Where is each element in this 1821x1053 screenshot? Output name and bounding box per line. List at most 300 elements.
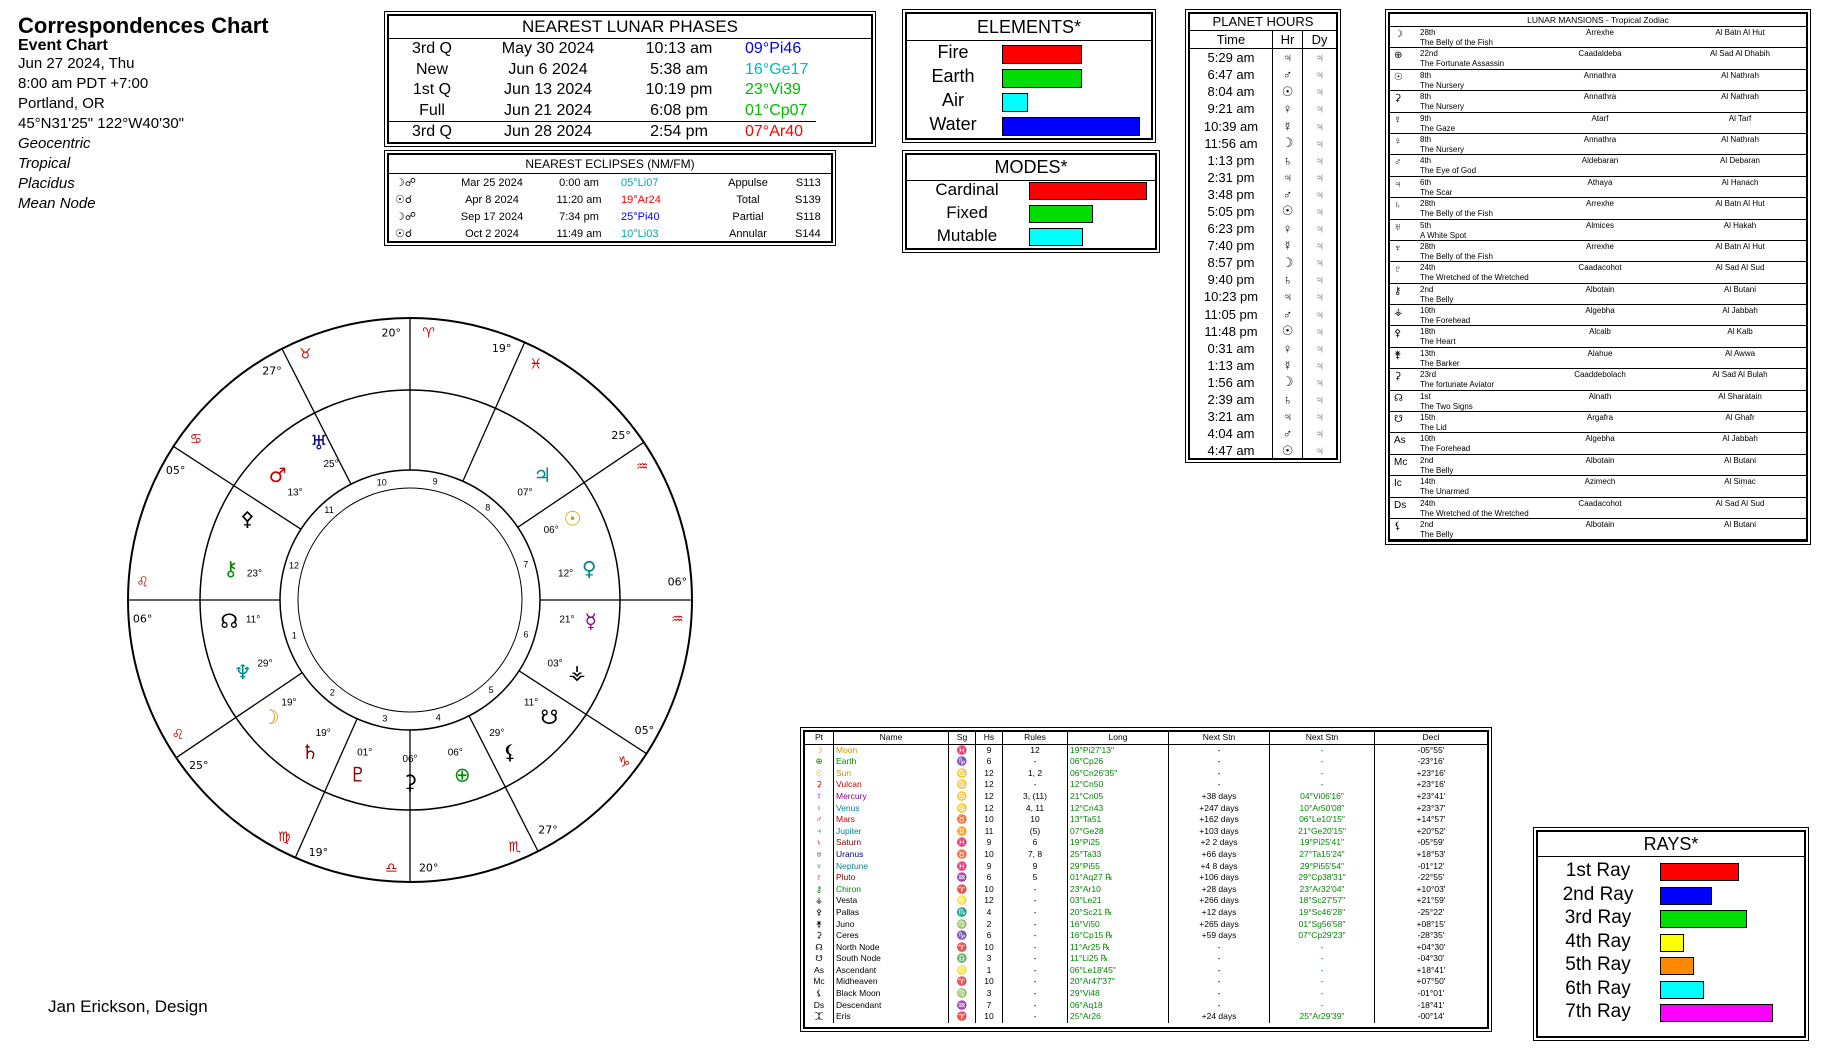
- planet-row: [805, 953, 1487, 965]
- lunar-phases-panel: [387, 14, 873, 144]
- planet-next-station-pos: 19°Sc46'28": [1270, 907, 1375, 919]
- phase-date: Jun 21 2024: [503, 101, 593, 119]
- planet-degree: 21°: [559, 614, 575, 626]
- planet-house: 12: [976, 791, 1003, 803]
- planet-rules: 7, 8: [1003, 849, 1068, 861]
- planet-name: Descendant: [834, 1000, 949, 1012]
- planet-declination: -28°35': [1417, 930, 1445, 941]
- day-ruler-icon: ♃: [1314, 152, 1325, 168]
- eclipse-row: [389, 208, 827, 225]
- mansion-row: [1390, 455, 1806, 476]
- planet-sign-icon: ♊: [949, 826, 976, 838]
- hour-time: 1:56 am: [1190, 374, 1273, 391]
- planet-longitude: 19°Pi27'13": [1068, 744, 1169, 756]
- hours-col-label: Dy: [1303, 31, 1336, 49]
- planet-degree: 29°: [489, 728, 505, 740]
- planet-declination: +23°16': [1416, 779, 1446, 790]
- mansion-star: Azimech: [1584, 477, 1616, 487]
- day-ruler-icon: ♃: [1314, 221, 1325, 237]
- hour-time: 4:47 am: [1190, 442, 1273, 459]
- planet-next-station-pos: -: [1270, 965, 1375, 977]
- planet-row: [805, 884, 1487, 896]
- cusp-sign-icon: ♌: [171, 727, 185, 743]
- planet-next-station-pos: 01°Sg56'58": [1270, 919, 1375, 931]
- mansion-star: Alnath: [1588, 391, 1612, 401]
- hour-time: 6:23 pm: [1190, 220, 1273, 237]
- planet-hour-row: [1190, 203, 1336, 220]
- bar-row: [907, 42, 1151, 64]
- planet-row: [805, 965, 1487, 977]
- planet-name: Earth: [834, 756, 949, 768]
- planet-sign-icon: ♋: [949, 791, 976, 803]
- planet-next-station-days: +24 days: [1169, 1011, 1270, 1023]
- planet-next-station-days: -: [1169, 744, 1270, 756]
- elements-panel: [905, 12, 1153, 140]
- planet-house: 1: [976, 965, 1003, 977]
- planet-hour-row: [1190, 271, 1336, 288]
- planet-degree: 13°: [287, 487, 303, 499]
- planet-col-label: Pt: [805, 732, 834, 744]
- mansion-number: 24th: [1420, 263, 1436, 273]
- mansion-meaning: The Two Signs: [1420, 401, 1473, 411]
- mansion-row: [1390, 262, 1806, 283]
- mansion-star: Atarf: [1591, 113, 1609, 123]
- mansion-point-icon: As: [1394, 435, 1406, 447]
- house-number: 9: [432, 476, 438, 487]
- planet-house: 9: [976, 744, 1003, 756]
- planet-rules: -: [1003, 779, 1068, 791]
- hour-ruler-icon: ♀: [1273, 100, 1303, 117]
- planet-glyph-icon: ⊕: [453, 762, 471, 787]
- hour-ruler-icon: ♃: [1273, 169, 1303, 186]
- phase-name: Full: [419, 101, 445, 119]
- planet-hour-row: [1190, 425, 1336, 442]
- planet-name: South Node: [834, 953, 949, 965]
- mansion-row: [1390, 305, 1806, 326]
- mansion-row: [1390, 348, 1806, 369]
- hour-time: 11:05 pm: [1190, 306, 1273, 323]
- planet-name: Uranus: [834, 849, 949, 861]
- planet-hour-row: [1190, 391, 1336, 408]
- planet-longitude: 12°Cn50: [1068, 779, 1169, 791]
- hours-col-label: Time: [1190, 31, 1273, 49]
- mansion-point-icon: ⚳: [1394, 371, 1402, 383]
- planet-declination: +23°37': [1416, 802, 1446, 813]
- planet-degree: 25°: [323, 459, 339, 471]
- hour-time: 2:31 pm: [1190, 169, 1273, 186]
- planet-declination: -01°12': [1417, 860, 1445, 871]
- mansion-meaning: The fortunate Aviator: [1420, 380, 1495, 390]
- planet-rules: -: [1003, 1011, 1068, 1023]
- hour-time: 0:31 am: [1190, 340, 1273, 357]
- lunar-phase-row: [389, 60, 816, 81]
- mansion-arabic: Al Batn Al Hut: [1715, 28, 1765, 37]
- mansion-arabic: Al Sharatain: [1718, 391, 1762, 401]
- mansion-meaning: The Belly of the Fish: [1420, 251, 1493, 261]
- eclipse-glyph-icon: ☉☌: [395, 228, 413, 240]
- hour-ruler-icon: ♄: [1273, 391, 1303, 408]
- planet-col-label: Long: [1068, 732, 1169, 744]
- eclipse-date: Apr 8 2024: [465, 193, 519, 206]
- hour-ruler-icon: ♂: [1273, 186, 1303, 203]
- phase-time: 2:54 pm: [621, 122, 737, 143]
- mansion-star: Caaddebolach: [1574, 370, 1626, 380]
- day-ruler-icon: ♃: [1314, 357, 1325, 373]
- mansion-number: 8th: [1420, 92, 1432, 102]
- planet-hour-row: [1190, 288, 1336, 305]
- planet-next-station-days: -: [1169, 942, 1270, 954]
- mansion-arabic: Al Sad Al Dhabih: [1709, 49, 1771, 59]
- planet-declination: +18°41': [1416, 964, 1446, 975]
- cusp-sign-icon: ♍: [277, 829, 291, 846]
- planet-next-station-days: +38 days: [1169, 791, 1270, 803]
- planet-rules: -: [1003, 988, 1068, 1000]
- cusp-sign-icon: ♒: [635, 459, 649, 475]
- lunar-mansions-header: LUNAR MANSIONS - Tropical Zodiac: [1390, 14, 1806, 27]
- house-number: 12: [288, 560, 299, 571]
- hour-ruler-icon: ☽: [1273, 135, 1303, 152]
- bar-row: [1538, 860, 1804, 882]
- day-ruler-icon: ♃: [1314, 272, 1325, 288]
- hour-ruler-icon: ☿: [1273, 237, 1303, 254]
- phase-date: May 30 2024: [501, 40, 595, 57]
- mansion-star: Alcalb: [1589, 327, 1611, 337]
- bar-label: 4th Ray: [1565, 930, 1631, 952]
- mansion-arabic: Al Jabbah: [1722, 434, 1758, 444]
- house-number: 7: [523, 559, 529, 570]
- mansion-arabic: Al Tarf: [1728, 113, 1752, 123]
- mansion-star: Argafra: [1586, 413, 1614, 423]
- planet-row: [805, 942, 1487, 954]
- house-number: 11: [324, 505, 334, 516]
- phase-time: 5:38 am: [650, 60, 708, 78]
- planet-sign-icon: ♎: [949, 953, 976, 965]
- planet-declination: +14°57': [1416, 814, 1446, 825]
- planet-sign-icon: ♋: [949, 779, 976, 791]
- mansion-row: [1390, 113, 1806, 134]
- mansion-number: 5th: [1420, 220, 1432, 230]
- planet-name: Vesta: [834, 895, 949, 907]
- planet-glyph-icon: ☋: [540, 704, 559, 729]
- mansion-point-icon: ♀: [1394, 135, 1402, 147]
- day-ruler-icon: ♃: [1314, 323, 1325, 339]
- planet-next-station-pos: -: [1270, 988, 1375, 1000]
- hour-ruler-icon: ☉: [1273, 203, 1303, 220]
- planet-sign-icon: ♈: [949, 942, 976, 954]
- planet-sign-icon: ♍: [949, 919, 976, 931]
- planet-longitude: 20°Ar47'37": [1068, 976, 1169, 988]
- planet-next-station-days: -: [1169, 1000, 1270, 1012]
- mansion-arabic: Al Sad Al Bulah: [1712, 370, 1768, 380]
- mansion-point-icon: Ic: [1394, 478, 1402, 490]
- mansion-arabic: Al Batn Al Hut: [1715, 241, 1765, 251]
- mansion-star: Algebha: [1585, 434, 1615, 444]
- cusp-degree: 27°: [538, 823, 558, 837]
- mansion-point-icon: ⚷: [1394, 285, 1402, 297]
- hour-ruler-icon: ♃: [1273, 49, 1303, 67]
- bar-row: [1538, 954, 1804, 976]
- phase-date: Jun 6 2024: [508, 60, 588, 78]
- mansion-meaning: The Gaze: [1420, 123, 1456, 133]
- hour-time: 8:57 pm: [1190, 254, 1273, 271]
- day-ruler-icon: ♃: [1314, 101, 1325, 117]
- planet-house: 4: [976, 907, 1003, 919]
- day-ruler-icon: ♃: [1314, 186, 1325, 202]
- planet-rules: -: [1003, 756, 1068, 768]
- cusp-sign-icon: ♒: [671, 611, 684, 628]
- bar-fill: [1660, 981, 1704, 999]
- planet-sign-icon: ♈: [949, 976, 976, 988]
- modes-header: MODES*: [907, 155, 1155, 181]
- cusp-sign-icon: ♉: [299, 346, 312, 363]
- hour-ruler-icon: ♀: [1273, 220, 1303, 237]
- phase-position: 09°Pi46: [745, 40, 802, 57]
- planet-declination: -25°22': [1417, 906, 1445, 917]
- planet-glyph-icon: ⚶: [568, 660, 586, 685]
- house-number: 3: [382, 713, 388, 724]
- info-coords: 45°N31'25" 122°W40'30": [18, 115, 184, 132]
- planet-longitude: 20°Sc21 ℞: [1068, 907, 1169, 919]
- day-ruler-icon: ♃: [1314, 409, 1325, 425]
- planet-declination: -04°30': [1417, 953, 1445, 964]
- bar-fill: [1002, 117, 1140, 136]
- mansion-number: 1st: [1420, 391, 1431, 401]
- planet-degree: 01°: [357, 747, 373, 759]
- planet-degree: 19°: [315, 728, 331, 740]
- cusp-sign-icon: ♋: [189, 431, 203, 448]
- planet-declination: +21°59': [1416, 895, 1446, 906]
- bar-row: [1538, 884, 1804, 906]
- planet-glyph-icon: Ds: [805, 1000, 834, 1012]
- info-option: Mean Node: [18, 195, 96, 212]
- planet-longitude: 21°Cn05: [1068, 791, 1169, 803]
- cusp-degree: 19°: [491, 342, 512, 356]
- planet-declination: +20°52': [1416, 825, 1446, 836]
- mansion-point-icon: ♄: [1394, 200, 1402, 212]
- mansion-arabic: Al Ghafr: [1725, 413, 1755, 423]
- day-ruler-icon: ♃: [1314, 84, 1325, 100]
- mansion-number: 2nd: [1420, 519, 1434, 529]
- cusp-sign-icon: ♈: [422, 325, 435, 342]
- chart-wheel: [125, 315, 695, 885]
- planet-next-station-days: -: [1169, 779, 1270, 791]
- planet-glyph-icon: ☿: [805, 791, 834, 803]
- mansion-point-icon: ☊: [1394, 392, 1403, 404]
- mansion-meaning: The Belly of the Fish: [1420, 209, 1493, 219]
- planet-degree: 29°: [257, 658, 273, 670]
- mansion-point-icon: ⚶: [1394, 307, 1403, 319]
- planet-declination: -00°14': [1417, 1011, 1445, 1022]
- planet-hour-row: [1190, 323, 1336, 340]
- eclipses-header: NEAREST ECLIPSES (NM/FM): [389, 155, 831, 174]
- planet-next-station-pos: 07°Cp29'23": [1270, 930, 1375, 942]
- bar-label: Water: [929, 114, 977, 134]
- mansion-meaning: The Unarmed: [1420, 487, 1469, 497]
- phase-date: Jun 28 2024: [475, 122, 621, 143]
- planet-rules: (5): [1003, 826, 1068, 838]
- mansion-meaning: The Lid: [1420, 423, 1447, 433]
- eclipse-saros: S139: [795, 193, 821, 206]
- planet-row: [805, 849, 1487, 861]
- planet-longitude: 25°Ar26: [1068, 1011, 1169, 1023]
- planet-glyph-icon: ⚳: [402, 770, 418, 794]
- mansion-star: Athaya: [1587, 177, 1613, 187]
- planet-glyph-icon: ⚵: [805, 919, 834, 931]
- planet-glyph-icon: ♃: [533, 463, 552, 488]
- mansion-row: [1390, 134, 1806, 155]
- mansion-arabic: Al Hanach: [1721, 177, 1759, 187]
- cusp-degree: 20°: [381, 326, 402, 340]
- planet-house: 3: [976, 988, 1003, 1000]
- hour-time: 3:21 am: [1190, 408, 1273, 425]
- eclipse-type: Total: [736, 193, 760, 206]
- planet-glyph-icon: ♅: [805, 849, 834, 861]
- planet-degree: 19°: [281, 697, 297, 709]
- planet-row: [805, 919, 1487, 931]
- day-ruler-icon: ♃: [1314, 118, 1325, 134]
- cusp-sign-icon: ♑: [617, 754, 631, 771]
- planet-hour-row: [1190, 306, 1336, 323]
- hour-time: 11:48 pm: [1190, 323, 1273, 340]
- eclipse-type: Annular: [729, 227, 767, 240]
- mansion-arabic: Al Kalb: [1727, 327, 1753, 337]
- mansion-star: Aldebaran: [1581, 156, 1619, 166]
- mansion-point-icon: ☽: [1394, 29, 1403, 40]
- planet-next-station-pos: -: [1270, 779, 1375, 791]
- eclipse-time: 11:20 am: [556, 193, 602, 206]
- planet-name: Moon: [834, 744, 949, 756]
- planet-longitude: 19°Pi25: [1068, 837, 1169, 849]
- planet-house: 10: [976, 942, 1003, 954]
- info-time: 8:00 am PDT +7:00: [18, 75, 149, 92]
- bar-row: [907, 66, 1151, 88]
- planet-rules: -: [1003, 942, 1068, 954]
- bar-row: [1538, 907, 1804, 929]
- bar-row: [1538, 978, 1804, 1000]
- planet-table-panel: [803, 730, 1489, 1029]
- mansion-row: [1390, 27, 1806, 48]
- mansion-row: [1390, 70, 1806, 91]
- mansion-point-icon: ♅: [1394, 221, 1402, 233]
- planet-name: Mercury: [834, 791, 949, 803]
- planet-row: [805, 988, 1487, 1000]
- mansion-arabic: Al Nathrah: [1721, 70, 1759, 80]
- mansion-star: Arrexhe: [1585, 28, 1614, 37]
- planet-row: [805, 826, 1487, 838]
- bar-row: [907, 226, 1155, 248]
- eclipse-time: 0:00 am: [559, 176, 599, 189]
- planet-name: Pluto: [834, 872, 949, 884]
- planet-rules: -: [1003, 907, 1068, 919]
- bar-label: Fixed: [946, 203, 988, 222]
- mansion-star: Albotain: [1585, 455, 1615, 465]
- house-number: 6: [523, 629, 529, 640]
- bar-fill: [1029, 205, 1093, 223]
- planet-rules: -: [1003, 965, 1068, 977]
- planet-degree: 12°: [558, 568, 574, 580]
- planet-sign-icon: ♓: [949, 837, 976, 849]
- planet-glyph-icon: Mc: [805, 976, 834, 988]
- mansion-row: [1390, 198, 1806, 219]
- mansion-arabic: Al Sad Al Sud: [1715, 263, 1765, 273]
- planet-glyph-icon: ♆: [233, 660, 252, 685]
- planet-glyph-icon: ⚴: [240, 506, 255, 531]
- planet-longitude: 06°Cn26'35": [1068, 768, 1169, 780]
- design-credit: Jan Erickson, Design: [48, 997, 208, 1016]
- day-ruler-icon: ♃: [1314, 340, 1325, 356]
- planet-next-station-days: -: [1169, 768, 1270, 780]
- planet-next-station-pos: -: [1270, 976, 1375, 988]
- planet-hour-row: [1190, 83, 1336, 100]
- house-number: 1: [291, 630, 297, 641]
- planet-longitude: 07°Ge28: [1068, 826, 1169, 838]
- house-cusp-line: [176, 673, 302, 758]
- planet-next-station-days: +266 days: [1169, 895, 1270, 907]
- mansion-number: 6th: [1420, 177, 1432, 187]
- planet-row: [805, 930, 1487, 942]
- planet-col-label: Sg: [949, 732, 976, 744]
- planet-name: Mars: [834, 814, 949, 826]
- eclipse-saros: S113: [795, 176, 821, 189]
- planet-house: 12: [976, 779, 1003, 791]
- day-ruler-icon: ♃: [1314, 238, 1325, 254]
- planet-longitude: 16°Cp15 ℞: [1068, 930, 1169, 942]
- planet-hour-row: [1190, 220, 1336, 237]
- planet-longitude: 25°Ta33: [1068, 849, 1169, 861]
- planet-glyph-icon: ♃: [805, 826, 834, 838]
- mansion-point-icon: ♇: [1394, 264, 1402, 276]
- planet-glyph-icon: ⚴: [805, 907, 834, 919]
- hour-time: 8:04 am: [1190, 83, 1273, 100]
- planet-col-label: Decl: [1375, 732, 1488, 744]
- day-ruler-icon: ♃: [1314, 443, 1325, 459]
- planet-row: [805, 779, 1487, 791]
- mansion-point-icon: ⚸: [1394, 520, 1402, 532]
- house-cusp-line: [173, 446, 300, 529]
- lunar-phases-table: [389, 39, 816, 143]
- mansion-meaning: The Forehead: [1420, 444, 1471, 454]
- planet-next-station-pos: -: [1270, 756, 1375, 768]
- planet-house: 6: [976, 756, 1003, 768]
- planet-degree: 11°: [245, 614, 261, 626]
- planet-house: 10: [976, 884, 1003, 896]
- phase-name: New: [415, 60, 448, 78]
- mansion-number: 8th: [1420, 134, 1432, 144]
- eclipse-glyph-icon: ☉☌: [395, 194, 413, 206]
- planet-hours-panel: [1188, 12, 1338, 460]
- planet-hour-row: [1190, 117, 1336, 134]
- planet-rules: -: [1003, 1000, 1068, 1012]
- planet-name: Ascendant: [834, 965, 949, 977]
- mansion-meaning: The Belly of the Fish: [1420, 38, 1493, 47]
- mansion-meaning: The Belly: [1420, 529, 1454, 539]
- planet-rules: -: [1003, 930, 1068, 942]
- planet-rules: 9: [1003, 861, 1068, 873]
- planet-next-station-days: -: [1169, 953, 1270, 965]
- bar-fill: [1660, 887, 1712, 905]
- planet-declination: +08°15': [1416, 918, 1446, 929]
- planet-hour-row: [1190, 374, 1336, 391]
- planet-longitude: 16°Vi50: [1068, 919, 1169, 931]
- bar-row: [907, 203, 1155, 225]
- planet-declination: -18°41': [1417, 999, 1445, 1010]
- mansion-arabic: Al Batn Al Hut: [1715, 199, 1765, 209]
- planet-next-station-days: -: [1169, 756, 1270, 768]
- planet-glyph-icon: ⚷: [805, 884, 834, 896]
- hour-ruler-icon: ♄: [1273, 152, 1303, 169]
- elements-header: ELEMENTS*: [907, 14, 1151, 41]
- planet-longitude: 11°Ar25 ℞: [1068, 942, 1169, 954]
